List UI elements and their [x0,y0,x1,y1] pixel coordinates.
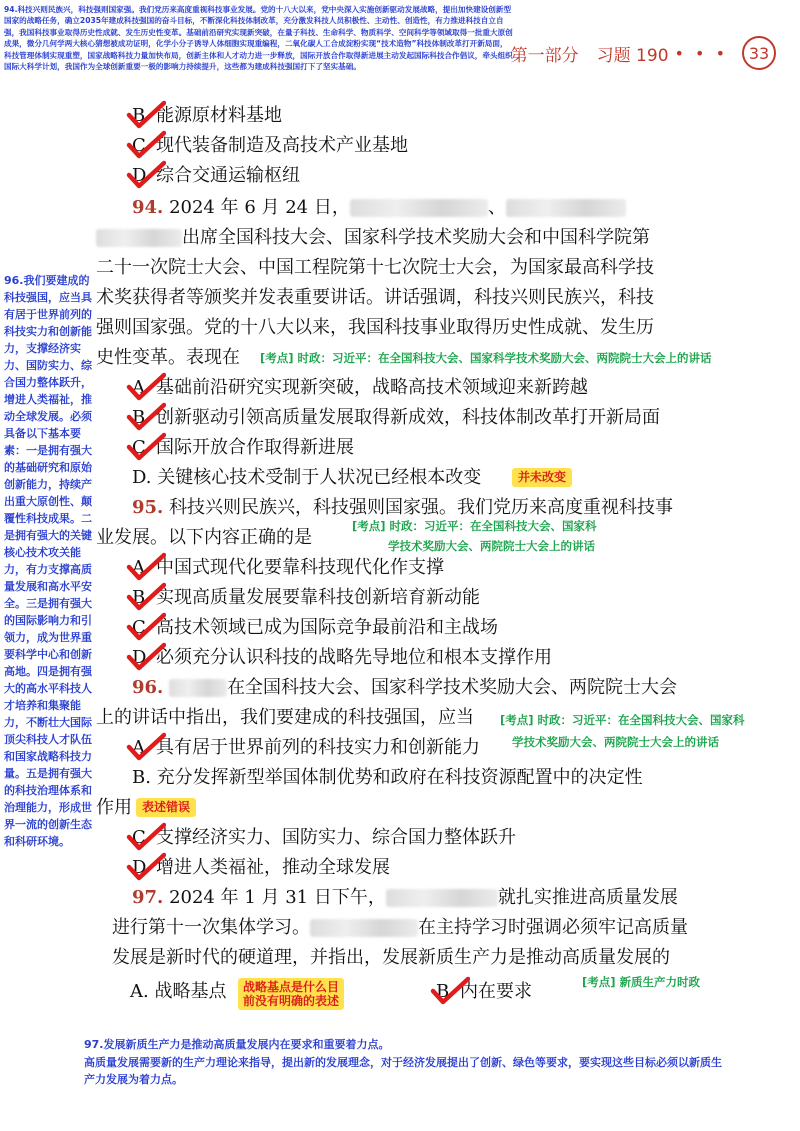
q96-option-d: D 增进人类福祉，推动全球发展 [132,857,390,878]
check-mark-icon [126,432,166,462]
check-mark-icon [126,822,166,852]
q96-option-b: B. 充分发挥新型举国体制优势和政府在科技资源配置中的决定性 [132,767,643,788]
bottom-note-line-1: 97.发展新质生产力是推动高质量发展内在要求和重要着力点。 [84,1038,390,1051]
blurred-text [169,679,227,697]
bottom-note-line-2: 高质量发展需要新的生产力理论来指导，提出新的发展理念，对于经济发展提出了创新、绿色等要求，要实现这些目标必须以新质生产力发展为着力点。 [84,1055,722,1086]
q95-option-d: D 必须充分认识科技的战略先导地位和根本支撑作用 [132,647,552,668]
q93-option-c: C 现代装备制造及高技术产业基地 [132,135,408,156]
exercise-label: 习题 190 [596,45,669,66]
left-annotation-note: 96.我们要建成的科技强国，应当具有居于世界前列的科技实力和创新能力，支撑经济实力、国防实力、综合国力整体跃升，增进人类福祉，推动全球发展。必须具备以下基本要素：一是拥有强大的基础研究和原始创新能力，持续产出重大原创性、颠覆性科技成果。二是拥有强大的关键核心技术攻关能力，有力支撑高质量发展和高水平安全。三是拥有强大的国际影响力和引领力，成为世界重要科学中心和创新高地。四是拥有强大的高水平科技人才培养和集聚能力，不断壮大国际顶尖科技人才队伍和国家战略科技力量。五是拥有强大的科技治理体系和治理能力，形成世界一流的创新生态和科研环境。 [4,274,92,848]
q94-line-1: 94. 2024 年 6 月 24 日， 、 [132,196,626,220]
q94-option-d: D. 关键核心技术受制于人状况已经根本改变 [132,467,482,488]
q97-line-1: 97. 2024 年 1 月 31 日下午， 就扎实推进高质量发展 [132,887,678,908]
q97-option-b: B 内在要求 [436,981,532,1002]
page-number: 33 [742,36,776,70]
q96-option-c: C 支撑经济实力、国防实力、综合国力整体跃升 [132,827,516,848]
q94-line-6: 史性变革。表现在 [96,347,240,368]
check-mark-icon [126,402,166,432]
q93-option-b: B 能源原材料基地 [132,105,282,126]
check-mark-icon [430,976,470,1006]
q97-kaodian: [考点] 新质生产力时政 [582,975,701,989]
blurred-text [96,229,182,247]
q94-number: 94. [132,197,164,218]
q95-option-c: C 高技术领域已成为国际竞争最前沿和主战场 [132,617,498,638]
q94-line-2: 出席全国科技大会、国家科学技术奖励大会和中国科学院第 [96,226,650,250]
check-mark-icon [126,612,166,642]
q96-line-1: 96. 在全国科技大会、国家科学技术奖励大会、两院院士大会 [132,677,678,698]
check-mark-icon [126,100,166,130]
section-title: 第一部分 [510,45,579,66]
q97-number: 97. [132,887,164,908]
q96-kaodian-1: [考点] 时政：习近平：在全国科技大会、国家科 [500,713,745,727]
q97-a-highlight: 战略基点是什么目 前没有明确的表述 [238,978,344,1010]
q94-d-highlight: 并未改变 [512,468,572,487]
q97-option-a: A. 战略基点 [130,981,227,1002]
q94-option-b: B 创新驱动引领高质量发展取得新成效，科技体制改革打开新局面 [132,407,660,428]
q94-option-c: C 国际开放合作取得新进展 [132,437,354,458]
q94-kaodian: [考点] 时政：习近平：在全国科技大会、国家科学技术奖励大会、两院院士大会上的讲话 [260,351,712,365]
blurred-text [310,919,418,937]
q96-kaodian-2: 学技术奖励大会、两院院士大会上的讲话 [512,735,719,749]
check-mark-icon [126,160,166,190]
q94-line-3: 二十一次院士大会、中国工程院第十七次院士大会，为国家最高科学技 [96,257,654,278]
bottom-annotation-note [84,1036,724,1089]
check-mark-icon [126,582,166,612]
top-annotation-note: 94.科技兴则民族兴，科技强则国家强。我们党历来高度重视科技事业发展。党的十八大以来，党中央深入实施创新驱动发展战略，提出加快建设创新型国家的战略任务，确立2035年建成科技强国的奋斗目标，不断深化科技体制改革，充分激发科技人员积极性、主动性、创造性，有力推进科技自立自强，我国科技事业取得历史性成就、发生历史性变革。基础前沿研究实现新突破，在量子科技、生命科学、物质科学、空间科学等领域取得一批重大原创成果，微分几何学两大核心猜想被成功证明，化学小分子诱导人体细胞实现重编程，二氧化碳人工合成淀粉实现“技术造物”科技体制改革打开新局面，科技管理体制实现重塑，国家战略科技力量加快布局，创新主体和人才动力进一步释放，国际开放合作取得新进展主动发起国际科技合作倡议，牵头组织国际大科学计划，我国作为全球创新重要一极的影响力持续提升，这些都为建成科技强国打下了坚实基础。 [4,5,513,72]
q95-kaodian-2: 学技术奖励大会、两院院士大会上的讲话 [388,539,595,553]
blurred-text [386,889,498,907]
q93-option-d: D 综合交通运输枢纽 [132,165,300,186]
q96-b-highlight: 表述错误 [136,798,196,817]
q95-line-1: 95. 科技兴则民族兴，科技强则国家强。我们党历来高度重视科技事 [132,497,674,518]
q96-number: 96. [132,677,164,698]
check-mark-icon [126,130,166,160]
q94-line-5: 强则国家强。党的十八大以来，我国科技事业取得历史性成就、发生历 [96,317,654,338]
q96-option-b-cont: 作用 [96,797,132,818]
check-mark-icon [126,642,166,672]
check-mark-icon [126,372,166,402]
check-mark-icon [126,852,166,882]
q96-option-a: A 具有居于世界前列的科技实力和创新能力 [132,737,480,758]
q95-option-b: B 实现高质量发展要靠科技创新培育新动能 [132,587,480,608]
q95-option-a: A 中国式现代化要靠科技现代化作支撑 [132,557,444,578]
q95-number: 95. [132,497,164,518]
page-header [511,36,776,70]
q95-kaodian-1: [考点] 时政：习近平：在全国科技大会、国家科 [352,519,597,533]
q95-line-2: 业发展。以下内容正确的是 [96,527,312,548]
q97-line-2: 进行第十一次集体学习。 在主持学习时强调必须牢记高质量 [112,917,688,938]
header-dots: • • • [674,43,728,63]
blurred-text [350,199,488,217]
q94-line-4: 术奖获得者等颁奖并发表重要讲话。讲话强调，科技兴则民族兴，科技 [96,287,654,308]
q96-line-2: 上的讲话中指出，我们要建成的科技强国，应当 [96,707,474,728]
q94-option-a: A 基础前沿研究实现新突破，战略高技术领域迎来新跨越 [132,377,588,398]
blurred-text [506,199,626,217]
check-mark-icon [126,732,166,762]
check-mark-icon [126,552,166,582]
q97-line-3: 发展是新时代的硬道理，并指出，发展新质生产力是推动高质量发展的 [112,947,670,968]
